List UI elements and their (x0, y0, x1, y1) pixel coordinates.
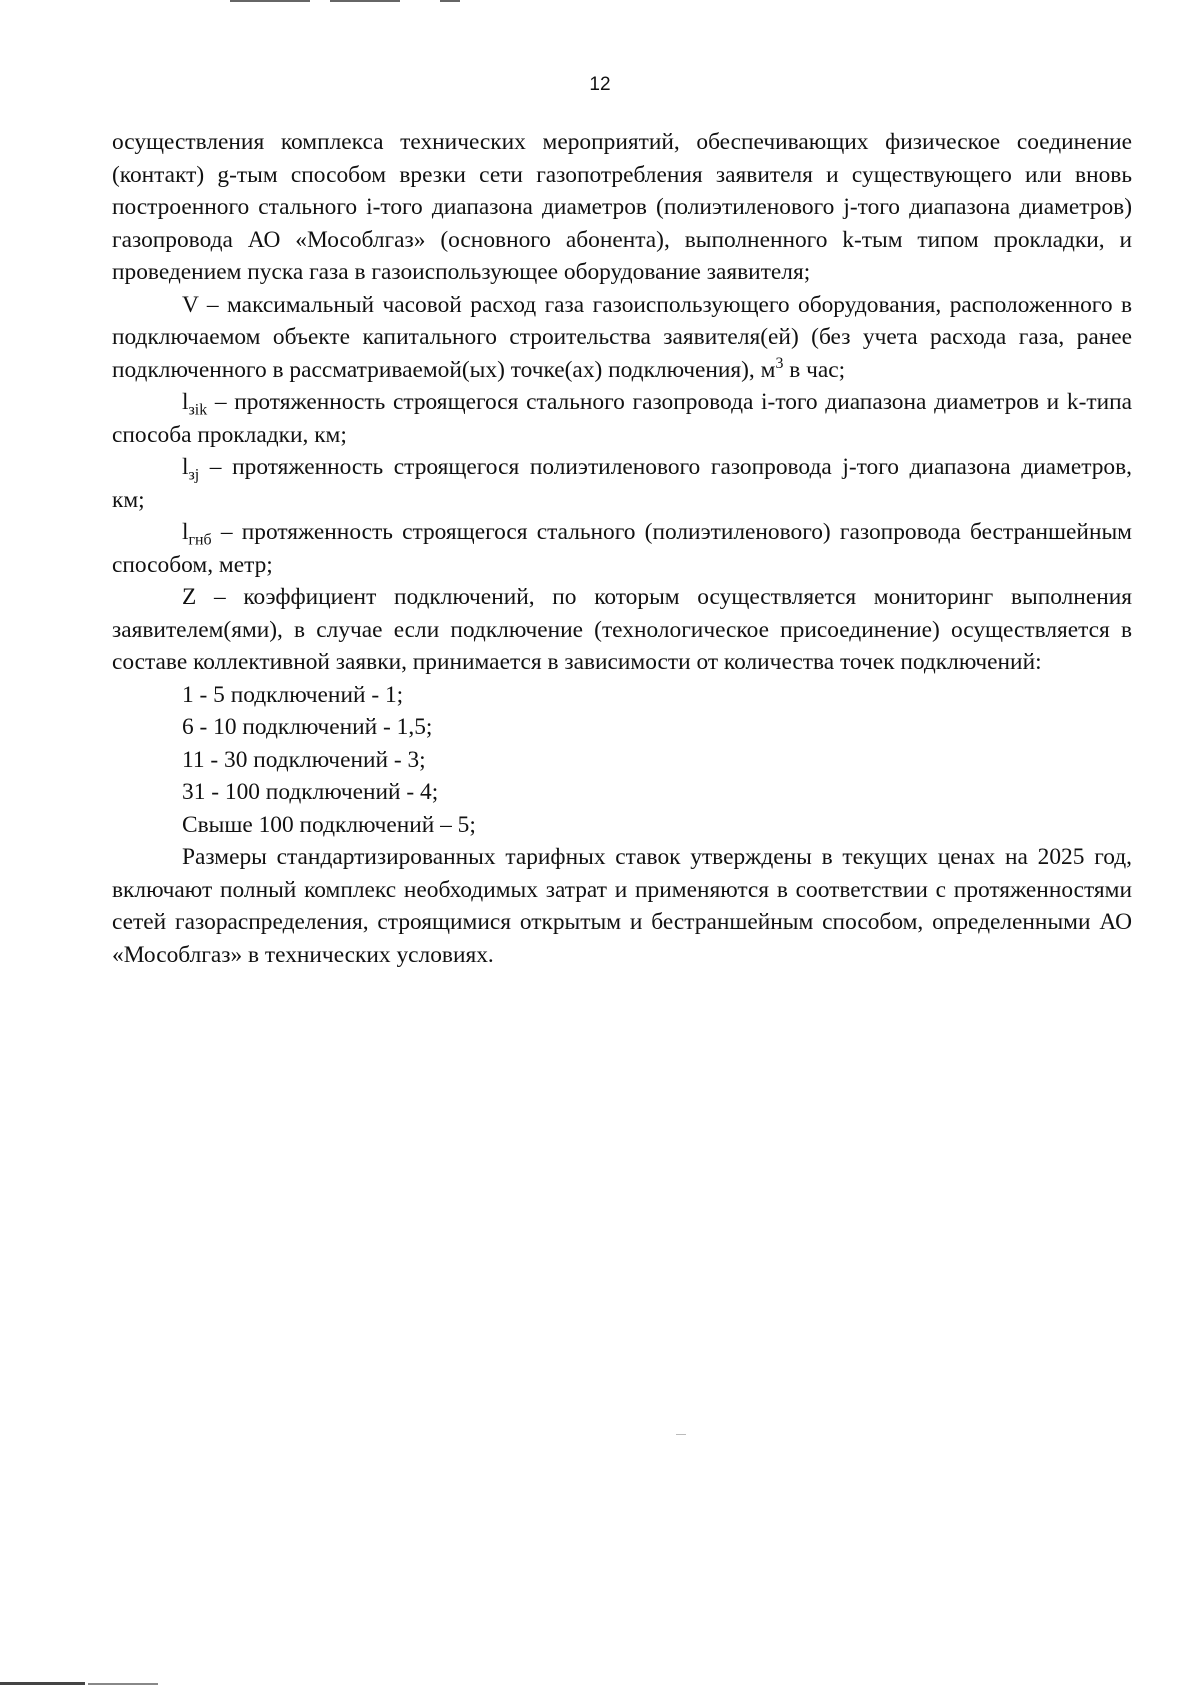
l-polyethylene-text: – протяженность строящегося полиэтиленового газопровода j-того диапазона диаметров, км; (112, 454, 1132, 513)
scan-artifact (440, 0, 460, 2)
scan-artifact (230, 0, 310, 2)
list-item: 6 - 10 подключений - 1,5; (182, 714, 433, 740)
scan-artifact (330, 0, 400, 2)
scan-artifact (88, 1683, 158, 1685)
l-steel-text: – протяженность строящегося стального газопровода i-того диапазона диаметров и k-типа способа прокладки, км; (112, 389, 1132, 448)
page-number: 12 (589, 74, 611, 95)
scan-artifact (676, 1434, 686, 1435)
l-subscript: гнб (188, 531, 212, 549)
paragraph-v-definition (112, 289, 1132, 387)
l-subscript: зik (188, 401, 208, 419)
v-definition-tail: в час; (783, 356, 846, 383)
scan-artifact (0, 1682, 85, 1685)
list-item: Свыше 100 подключений – 5; (182, 811, 476, 838)
paragraph-l-trenchless (112, 516, 1132, 581)
v-definition-text: V – максимальный часовой расход газа газоиспользующего оборудования, расположенного в подключаемом объекте капитального строительства заявителя(ей) (без учета расхода газа, ранее подключенного в рассматриваемой(ых) точке(ах) подключения), м (112, 291, 1132, 383)
paragraph-tariff-rates: Размеры стандартизированных тарифных ставок утверждены в текущих ценах на 2025 год, включают полный комплекс необходимых затрат и применяются в соответствии с протяженностями сетей газораспределения, строящимися открытым и бестраншейным способом, определенными АО «Мособлгаз» в технических условиях. (112, 844, 1132, 968)
list-item: 31 - 100 подключений - 4; (182, 779, 439, 805)
l-symbol: l (182, 454, 189, 480)
l-symbol: l (182, 389, 189, 415)
cubic-superscript: 3 (775, 354, 784, 372)
paragraph-l-steel (112, 386, 1132, 451)
list-item: 1 - 5 подключений - 1; (182, 681, 404, 708)
paragraph-l-polyethylene (112, 451, 1132, 516)
l-symbol: l (182, 519, 189, 545)
l-subscript: зj (188, 466, 200, 484)
paragraph-continuation: осуществления комплекса технических мероприятий, обеспечивающих физическое соединение (контакт) g-тым способом врезки сети газопотребления заявителя и существующего или вновь построенного стального i-того диапазона диаметров (полиэтиленового j-того диапазона диаметров) газопровода АО «Мособлгаз» (основного абонента), выполненного k-тым типом прокладки, и проведением пуска газа в газоиспользующее оборудование заявителя; (112, 129, 1132, 285)
paragraph-z-coefficient: Z – коэффициент подключений, по которым осуществляется мониторинг выполнения заявителем(ями), в случае если подключение (технологическое присоединение) осуществляется в составе коллективной заявки, принимается в зависимости от количества точек подключений: (112, 584, 1132, 675)
document-body (112, 126, 1132, 971)
list-item: 11 - 30 подключений - 3; (182, 746, 426, 773)
l-trenchless-text: – протяженность строящегося стального (полиэтиленового) газопровода бестраншейным способом, метр; (112, 519, 1132, 578)
